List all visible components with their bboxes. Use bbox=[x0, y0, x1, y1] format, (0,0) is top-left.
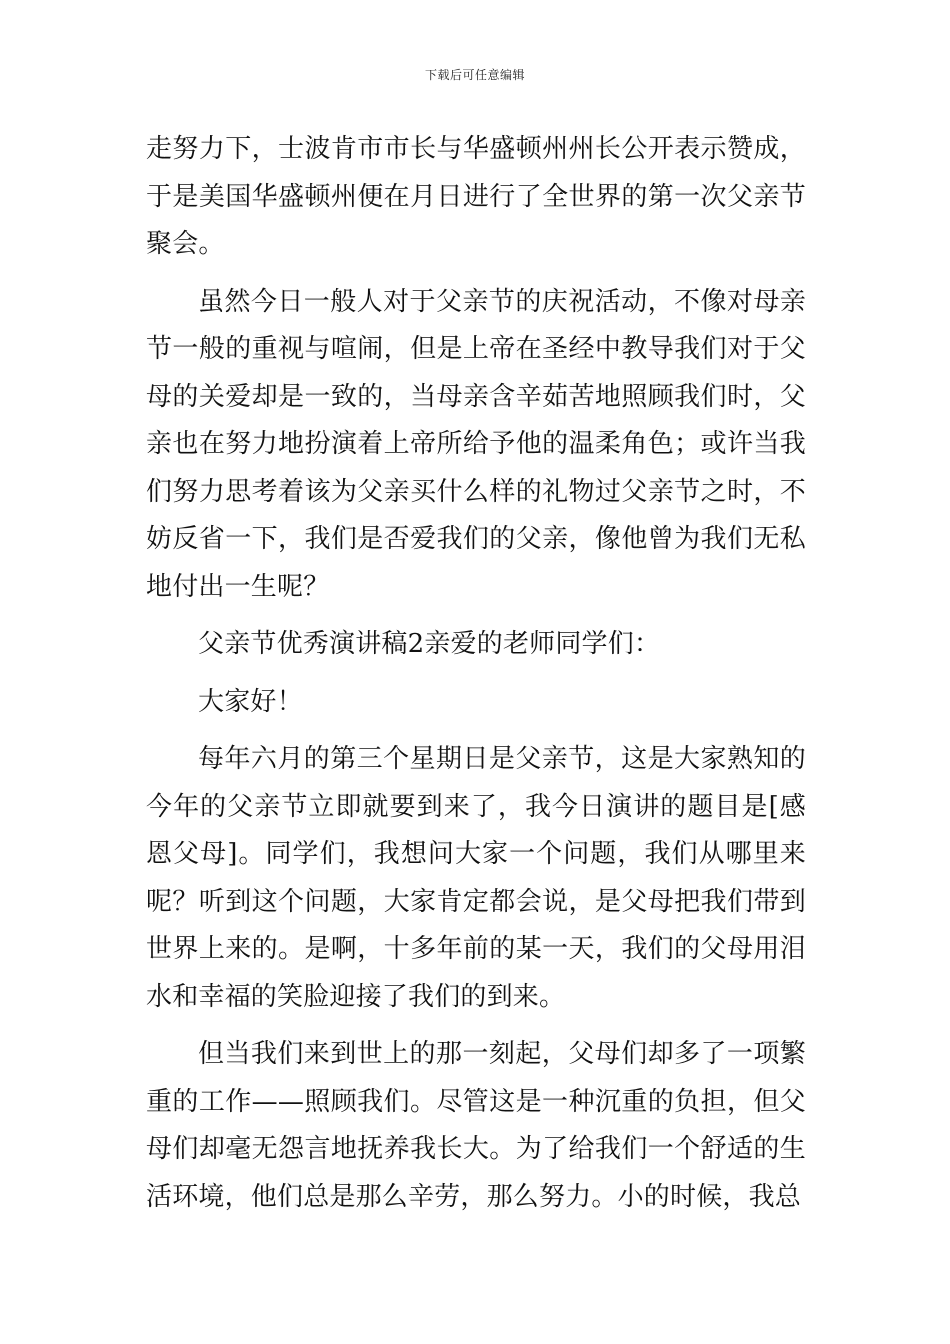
paragraph-fathers-day-reflection: 虽然今日一般人对于父亲节的庆祝活动，不像对母亲节一般的重视与喧闹，但是上帝在圣经中教导我们对于父母的关爱却是一致的，当母亲含辛茹苦地照顾我们时，父亲也在努力地扮演着上帝所给予他的温柔角色；或许当我们努力思考着该为父亲买什么样的礼物过父亲节之时，不妨反省一下，我们是否爱我们的父亲，像他曾为我们无私地付出一生呢？ bbox=[146, 286, 806, 602]
paragraph-speech-intro: 每年六月的第三个星期日是父亲节，这是大家熟知的今年的父亲节立即就要到来了，我今日演讲的题目是[感恩父母]。同学们，我想问大家一个问题，我们从哪里来呢？听到这个问题，大家肯定都会说，是父母把我们带到世界上来的。是啊，十多年前的某一天，我们的父母用泪水和幸福的笑脸迎接了我们的到来。 bbox=[146, 744, 806, 1012]
paragraph-parents-care: 但当我们来到世上的那一刻起，父母们却多了一项繁重的工作——照顾我们。尽管这是一种沉重的负担，但父母们却毫无怨言地抚养我长大。为了给我们一个舒适的生活环境，他们总是那么辛劳，那么努力。小的时候，我总 bbox=[146, 1039, 806, 1212]
greeting-line: 大家好！ bbox=[198, 686, 303, 717]
document-body bbox=[146, 126, 806, 1221]
paragraph-continuation: 走努力下，士波肯市市长与华盛顿州州长公开表示赞成，于是美国华盛顿州便在月日进行了全世界的第一次父亲节聚会。 bbox=[146, 134, 806, 259]
speech-title-line: 父亲节优秀演讲稿2亲爱的老师同学们： bbox=[198, 629, 661, 659]
header-note: 下载后可任意编辑 bbox=[424, 68, 525, 82]
